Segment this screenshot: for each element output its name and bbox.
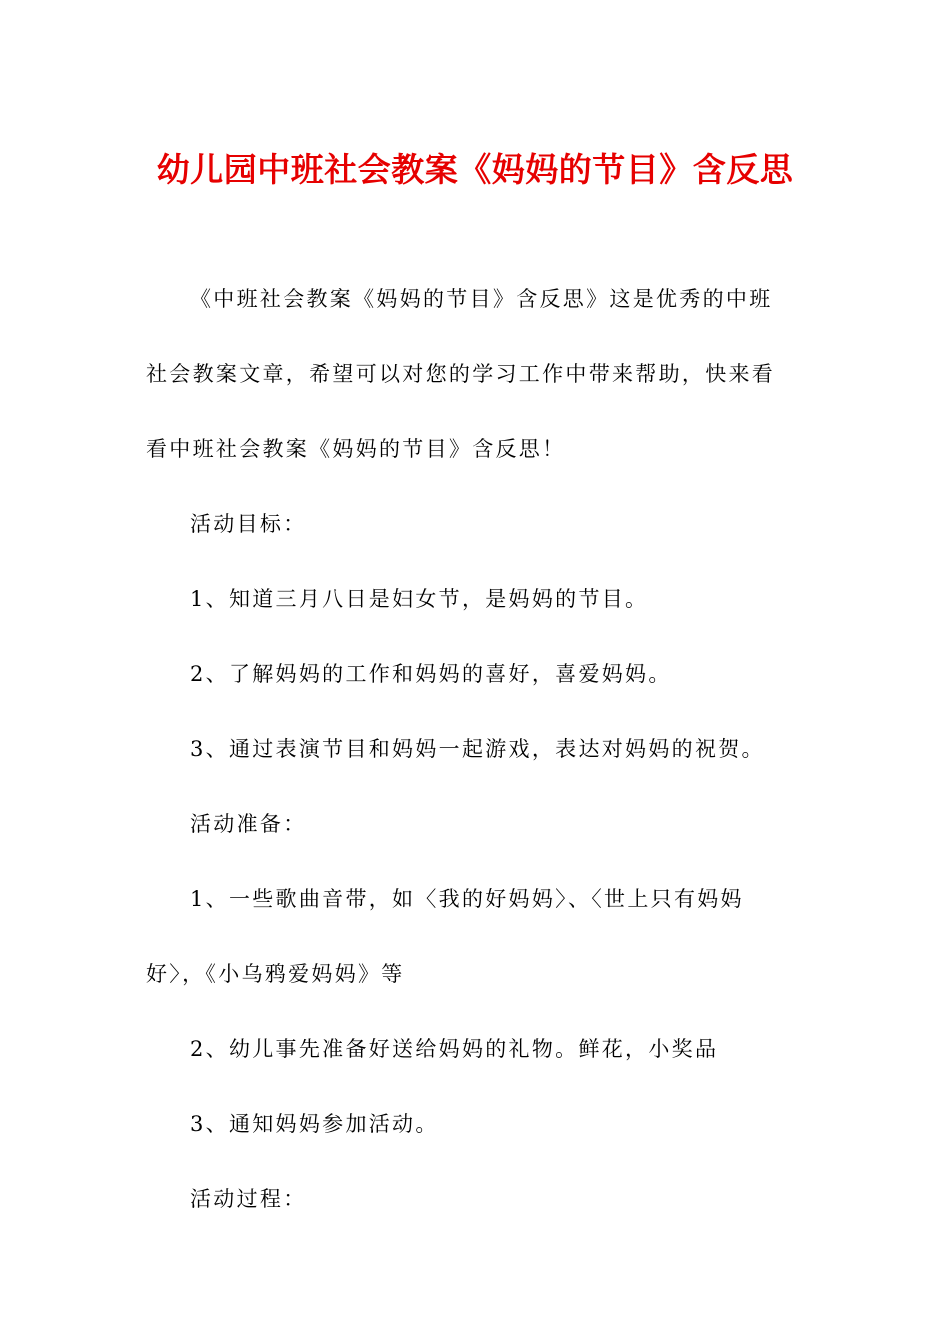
preparation-item-1: 1、一些歌曲音带，如〈我的好妈妈〉、〈世上只有妈妈好〉，《小乌鸦爱妈妈》等 [146,887,744,986]
document-body [146,262,794,1237]
preparation-item-2: 2、幼儿事先准备好送给妈妈的礼物。鲜花，小奖品 [190,1037,719,1061]
goal-item-1: 1、知道三月八日是妇女节，是妈妈的节目。 [190,587,649,611]
heading-activity-goals: 活动目标： [190,512,307,536]
preparation-item-3: 3、通知妈妈参加活动。 [190,1112,439,1136]
paragraph-intro: 《中班社会教案《妈妈的节目》含反思》这是优秀的中班社会教案文章，希望可以对您的学习工作中带来帮助，快来看看中班社会教案《妈妈的节目》含反思！ [146,287,776,461]
heading-activity-process: 活动过程： [190,1187,307,1211]
goal-item-3: 3、通过表演节目和妈妈一起游戏，表达对妈妈的祝贺。 [190,737,765,761]
document-title: 幼儿园中班社会教案《妈妈的节目》含反思 [156,150,794,189]
heading-activity-preparation: 活动准备： [190,812,307,836]
goal-item-2: 2、了解妈妈的工作和妈妈的喜好，喜爱妈妈。 [190,662,672,686]
